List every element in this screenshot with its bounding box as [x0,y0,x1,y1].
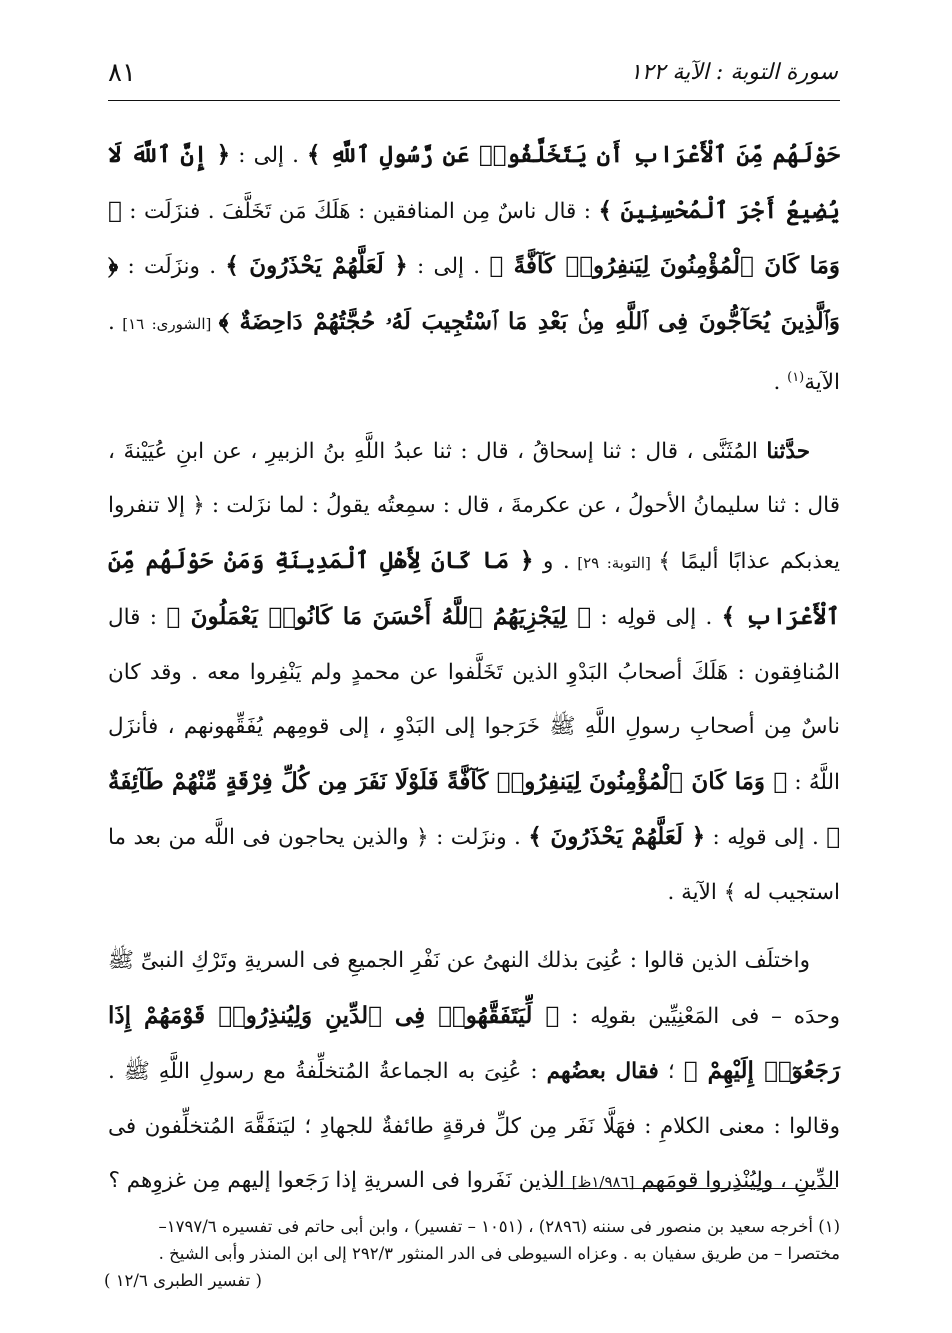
text-run: . إلى : [230,143,308,168]
quran-quote: ﴿ لِّيَتَفَقَّهُوا۟ فِى ٱلدِّينِ وَلِيُنذِرُوا۟ قَوْمَهُمْ إِذَا رَجَعُوٓا۟ إِلَيْهِمْ ﴾ [108,1001,840,1085]
text-run: ؛ [658,1059,684,1085]
quran-quote: ﴿ وَمَا كَانَ ٱلْمُؤْمِنُونَ لِيَنفِرُوا۟ كَآفَّةً فَلَوْلَا نَفَرَ مِن كُلِّ فِرْقَةٍ مِّنْهُمْ طَآئِفَةٌ ﴾ [108,767,841,851]
text-run: الذين نَفَروا فى السريةِ إذا رَجَعوا إليهم مِن غزوِهم ؟ [108,1168,572,1194]
text-run: ﴿ والذين يحاجون فى اللَّه من بعد ما استجيب له ﴾ [108,825,840,905]
text-run: . ونزَلت : [428,825,529,851]
paragraph-1 [108,128,840,411]
main-text [108,128,840,1210]
citation: [١/٩٨٦ظ] [571,1173,635,1192]
text-run: المُثَنَّى ، قال : ثنا إسحاقُ ، قال : ثنا عبدُ اللَّهِ بنُ الزبيرِ ، عن ابنِ عُيَيْنةَ ، قال : ثنا سليمانُ الأحولُ ، عن عكرمةَ ، قال : سمِعتُه يقولُ : لما نزَلت : [108,438,840,519]
quran-quote: ﴿ مَا كَانَ لِأَهْلِ ٱلْمَدِينَةِ وَمَنْ حَوْلَهُم مِّنَ ٱلْأَعْرَابِ ﴾ [108,546,840,631]
paragraph-2 [108,425,840,921]
text-run: : قال ناسٌ مِن المنافقين : هَلَكَ مَن تَخَلَّفَ . فنزَلَت : [121,198,599,224]
text-run: . و [533,548,570,574]
text-run: . إلى : [407,254,490,279]
text-run: الآية . [667,879,724,905]
running-header [108,58,838,98]
running-title: سورة التوبة : الآية ١٢٢ [629,60,838,85]
paragraph-3 [108,934,840,1210]
quran-quote: ﴿ لَعَلَّهُمْ يَحْذَرُونَ ﴾ [528,823,706,851]
footnotes [104,1213,840,1294]
quran-quote: ﴿ لَعَلَّهُمْ يَحْذَرُونَ ﴾ [225,252,408,279]
text-run: : قال المُنافِقون : هَلَكَ أصحابُ البَدْوِ الذين تَخَلَّفوا عن محمدٍ ولم يَنْفِروا معه . وقد كان ناسٌ مِن أصحابِ رسولِ اللَّهِ ﷺ خَرَجوا إلى البَدْوِ ، إلى قومِهم يُفَقِّهونهم ، فأنزَل اللَّهُ : [108,605,840,795]
quran-quote: ﴿ لِيَجْزِيَهُمُ ٱللَّهُ أَحْسَنَ مَا كَانُوا۟ يَعْمَلُونَ ﴾ [166,603,592,631]
text-run: . إلى قولِه : [591,605,722,631]
citation: [الشورى: ١٦] [114,314,219,333]
volume-footer: ( تفسير الطبرى ١٢/٦ ) [104,1271,262,1290]
text-run: . [773,370,788,396]
page-number: ٨١ [108,58,136,88]
footnote-rule [548,1188,836,1189]
text-run: ﴿ إلا تنفروا يعذبكم عذابًا أليمًا ﴾ [108,493,840,574]
text-run: . ونزَلَت : [118,254,226,279]
text-run: . الآية [108,309,840,396]
quran-quote: ﴿ وَٱلَّذِينَ يُحَآجُّونَ فِى ٱللَّهِ مِنۢ بَعْدِ مَا ٱسْتُجِيبَ لَهُۥ حُجَّتُهُمْ دَاحِضَةٌ ﴾ [108,252,841,335]
quran-quote: ﴿ إِنَّ ٱللَّهَ لَا يُضِيعُ أَجْرَ ٱلْمُحْسِنِينَ ﴾ [108,141,840,224]
footnote-ref: (١) [787,370,805,385]
text-run: واختلَف الذين قالوا : عُنِىَ بذلك النهىُ عن نَفْرِ الجميعِ فى السريةِ وتَرْكِ النبىِّ ﷺ وحدَه – فى المَعْنِيِّين بقولِه : [108,948,840,1029]
header-rule [108,100,840,101]
quran-quote: حَوْلَهُم مِّنَ ٱلْأَعْرَابِ أَن يَتَخَلَّفُوا۟ عَن رَّسُولِ ٱللَّهِ ﴾ [307,141,841,168]
footnote-line-2: مختصرا – من طريق سفيان به . وعزاه السيوطى فى الدر المنثور ٢٩٢/٣ إلى ابن المنذر وأبى الشيخ . [158,1244,840,1263]
text-run: فقال بعضُهم [546,1059,659,1085]
citation: [التوبة: ٢٩] [569,553,659,572]
text-run: حدَّثنا [766,438,810,464]
text-run: : عُنِىَ به الجماعةُ المُتخلِّفةُ مع رسولِ اللَّهِ ﷺ . وقالوا : معنى الكلامِ : فهَلَّا نَفَر مِن كلِّ فرقةٍ طائفةٌ للجهادِ ؛ ليَتفَقَّهَ المُتخلِّفون فى الدِّينِ ، ولِيُنْذِروا قومَهم [108,1059,840,1194]
footnote-line-1: (١) أخرجه سعيد بن منصور فى سننه (٢٨٩٦) ، (١٠٥١ – تفسير) ، وابن أبى حاتم فى تفسيره ١٧٩٧/٦– [158,1217,840,1236]
quran-quote: ﴿ وَمَا كَانَ ٱلْمُؤْمِنُونَ لِيَنفِرُوا۟ كَآفَّةً ﴾ [108,196,841,279]
text-run: . إلى قولِه : [705,825,827,851]
